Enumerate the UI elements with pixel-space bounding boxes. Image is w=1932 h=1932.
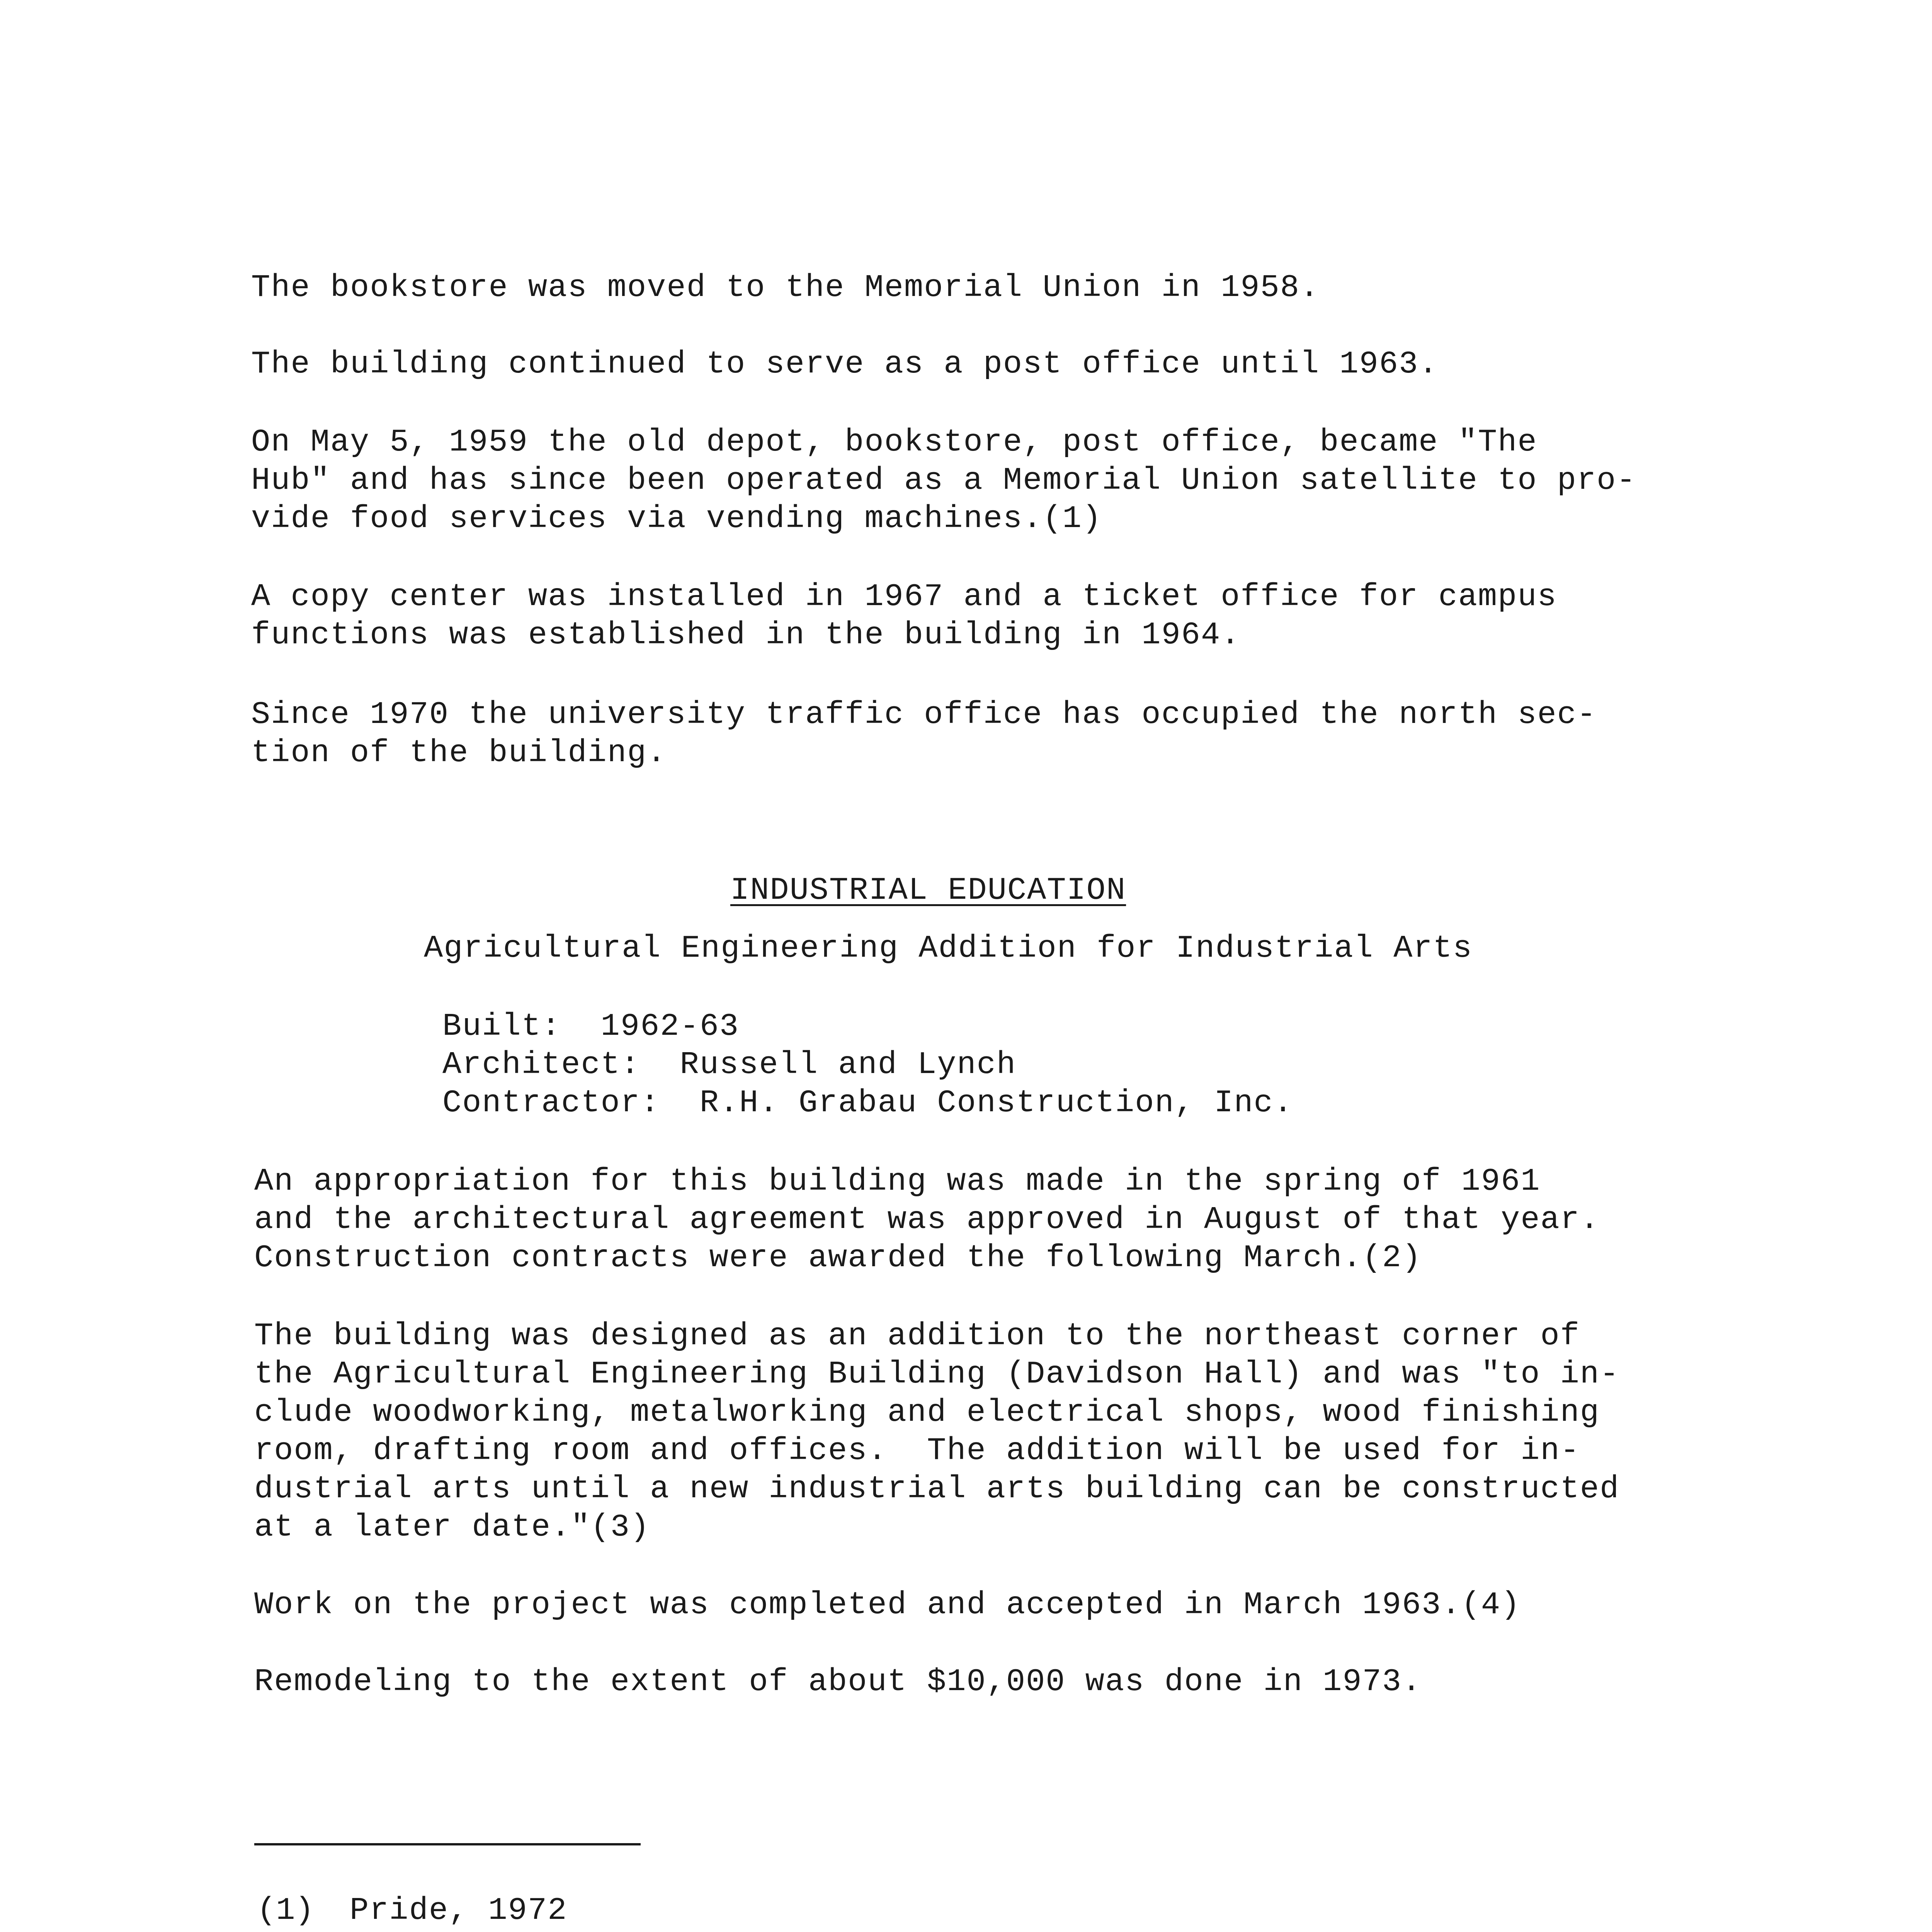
paragraph-traffic-office-line-2: tion of the building. bbox=[251, 735, 667, 771]
detail-contractor: Contractor: R.H. Grabau Construction, Inc. bbox=[442, 1085, 1293, 1121]
paragraph-copy-center-line-2: functions was established in the building in 1964. bbox=[251, 617, 1241, 653]
detail-built: Built: 1962-63 bbox=[442, 1009, 740, 1044]
paragraph-hub-line-2: Hub" and has since been operated as a Memorial Union satellite to pro- bbox=[251, 463, 1636, 498]
paragraph-copy-center-line-1: A copy center was installed in 1967 and a ticket office for campus bbox=[251, 579, 1557, 615]
paragraph-traffic-office-line-1: Since 1970 the university traffic office has occupied the north sec- bbox=[251, 697, 1597, 733]
paragraph-completion: Work on the project was completed and accepted in March 1963.(4) bbox=[254, 1587, 1521, 1623]
paragraph-appropriation-line-2: and the architectural agreement was approved in August of that year. bbox=[254, 1202, 1600, 1238]
paragraph-hub-line-1: On May 5, 1959 the old depot, bookstore, post office, became "The bbox=[251, 424, 1537, 460]
footnote-divider bbox=[254, 1843, 641, 1845]
detail-architect: Architect: Russell and Lynch bbox=[442, 1047, 1017, 1083]
paragraph-design-line-2: the Agricultural Engineering Building (Davidson Hall) and was "to in- bbox=[254, 1356, 1620, 1392]
footnote-text: Pride, 1972 bbox=[350, 1893, 568, 1929]
paragraph-remodeling: Remodeling to the extent of about $10,000 was done in 1973. bbox=[254, 1664, 1422, 1700]
section-subheading: Agricultural Engineering Addition for Industrial Arts bbox=[424, 930, 1473, 966]
paragraph-appropriation-line-3: Construction contracts were awarded the following March.(2) bbox=[254, 1240, 1422, 1276]
paragraph-post-office: The building continued to serve as a post office until 1963. bbox=[251, 346, 1439, 382]
paragraph-design-line-4: room, drafting room and offices. The addition will be used for in- bbox=[254, 1433, 1580, 1469]
paragraph-design-line-5: dustrial arts until a new industrial arts building can be constructed bbox=[254, 1471, 1620, 1507]
section-heading: INDUSTRIAL EDUCATION bbox=[730, 872, 1126, 908]
paragraph-bookstore-moved: The bookstore was moved to the Memorial Union in 1958. bbox=[251, 270, 1320, 306]
paragraph-design-line-1: The building was designed as an addition to the northeast corner of bbox=[254, 1318, 1580, 1354]
paragraph-design-line-3: clude woodworking, metalworking and electrical shops, wood finishing bbox=[254, 1395, 1600, 1430]
paragraph-appropriation-line-1: An appropriation for this building was made in the spring of 1961 bbox=[254, 1163, 1541, 1199]
paragraph-hub-line-3: vide food services via vending machines.(1) bbox=[251, 501, 1102, 537]
footnote-number: (1) bbox=[257, 1893, 314, 1929]
paragraph-design-line-6: at a later date."(3) bbox=[254, 1509, 650, 1545]
